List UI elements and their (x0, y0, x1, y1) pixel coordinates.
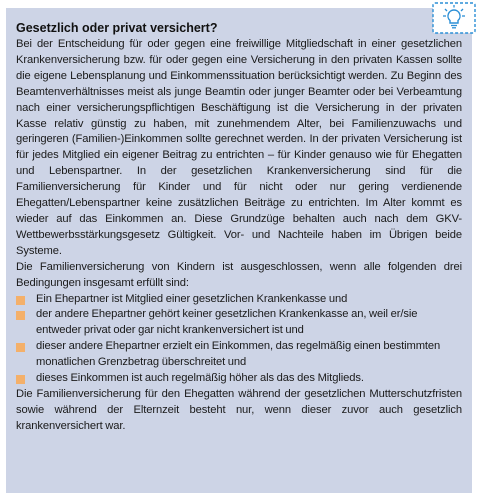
list-item (16, 339, 462, 371)
conditions-list (16, 292, 462, 387)
intro-paragraph: Bei der Entscheidung für oder gegen eine freiwillige Mitgliedschaft in einer gesetzlichen Krankenversicherung bzw. für oder gegen eine Versicherung in den privaten Kassen sollte die eigene Lebensplanung und Einkommenssituation berücksichtigt werden. Zu Beginn des Beamtenverhältnisses meist als junge Beamtin oder junger Beamter oder bei Verbeamtung nach einer versicherungspflichtigen Beschäftigung ist die Versicherung in der privaten Kasse relativ günstig zu haben, mit zunehmendem Alter, bei Familienzuwachs und geringeren (Familien-)Einkommen sollte gerechnet werden. In der privaten Versicherung ist für jedes Mitglied ein eigener Beitrag zu entrichten – für Kinder genauso wie für Ehegatten und Lebenspartner. In der gesetzlichen Krankenversicherung sind für die Familienversicherung für Kinder und für nicht oder nur gering verdienende Ehegatten/Lebenspartner keine zusätzlichen Beiträge zu entrichten. Im Alter kommt es wieder auf das Einkommen an. Diese Grundzüge behalten auch nach dem GKV-Wettbewerbsstärkungsgesetz Gültigkeit. Vor- und Nachteile haben im Übrigen beide Systeme. (16, 38, 462, 257)
condition-text: dieses Einkommen ist auch regelmäßig höher als das des Mitglieds. (36, 372, 364, 385)
lightbulb-icon (432, 2, 476, 34)
bullet-square-icon (16, 311, 25, 320)
box-title: Gesetzlich oder privat versichert? (16, 21, 218, 35)
bullet-square-icon (16, 343, 25, 352)
bullet-square-icon (16, 375, 25, 384)
condition-text: Ein Ehepartner ist Mitglied einer gesetzlichen Krankenkasse und (36, 292, 348, 305)
condition-text: der andere Ehepartner gehört keiner gesetzlichen Krankenkasse an, weil er/sie entweder privat oder gar nicht krankenversichert ist und (36, 308, 418, 337)
closing-paragraph: Die Familienversicherung für den Ehegatten während der gesetzlichen Mutterschutzfristen sowie während der Elternzeit besteht nur, wenn dieser zuvor auch gesetzlich krankenversichert war. (16, 387, 462, 432)
conditions-intro: Die Familienversicherung von Kindern ist ausgeschlossen, wenn alle folgenden drei Bedingungen insgesamt erfüllt sind: (16, 260, 462, 289)
list-item (16, 292, 462, 308)
list-item (16, 307, 462, 339)
info-box (6, 8, 472, 493)
bullet-square-icon (16, 296, 25, 305)
condition-text: dieser andere Ehepartner erzielt ein Einkommen, das regelmäßig einen bestimmten monatlichen Grenzbetrag überschreitet und (36, 340, 441, 369)
list-item (16, 371, 462, 387)
